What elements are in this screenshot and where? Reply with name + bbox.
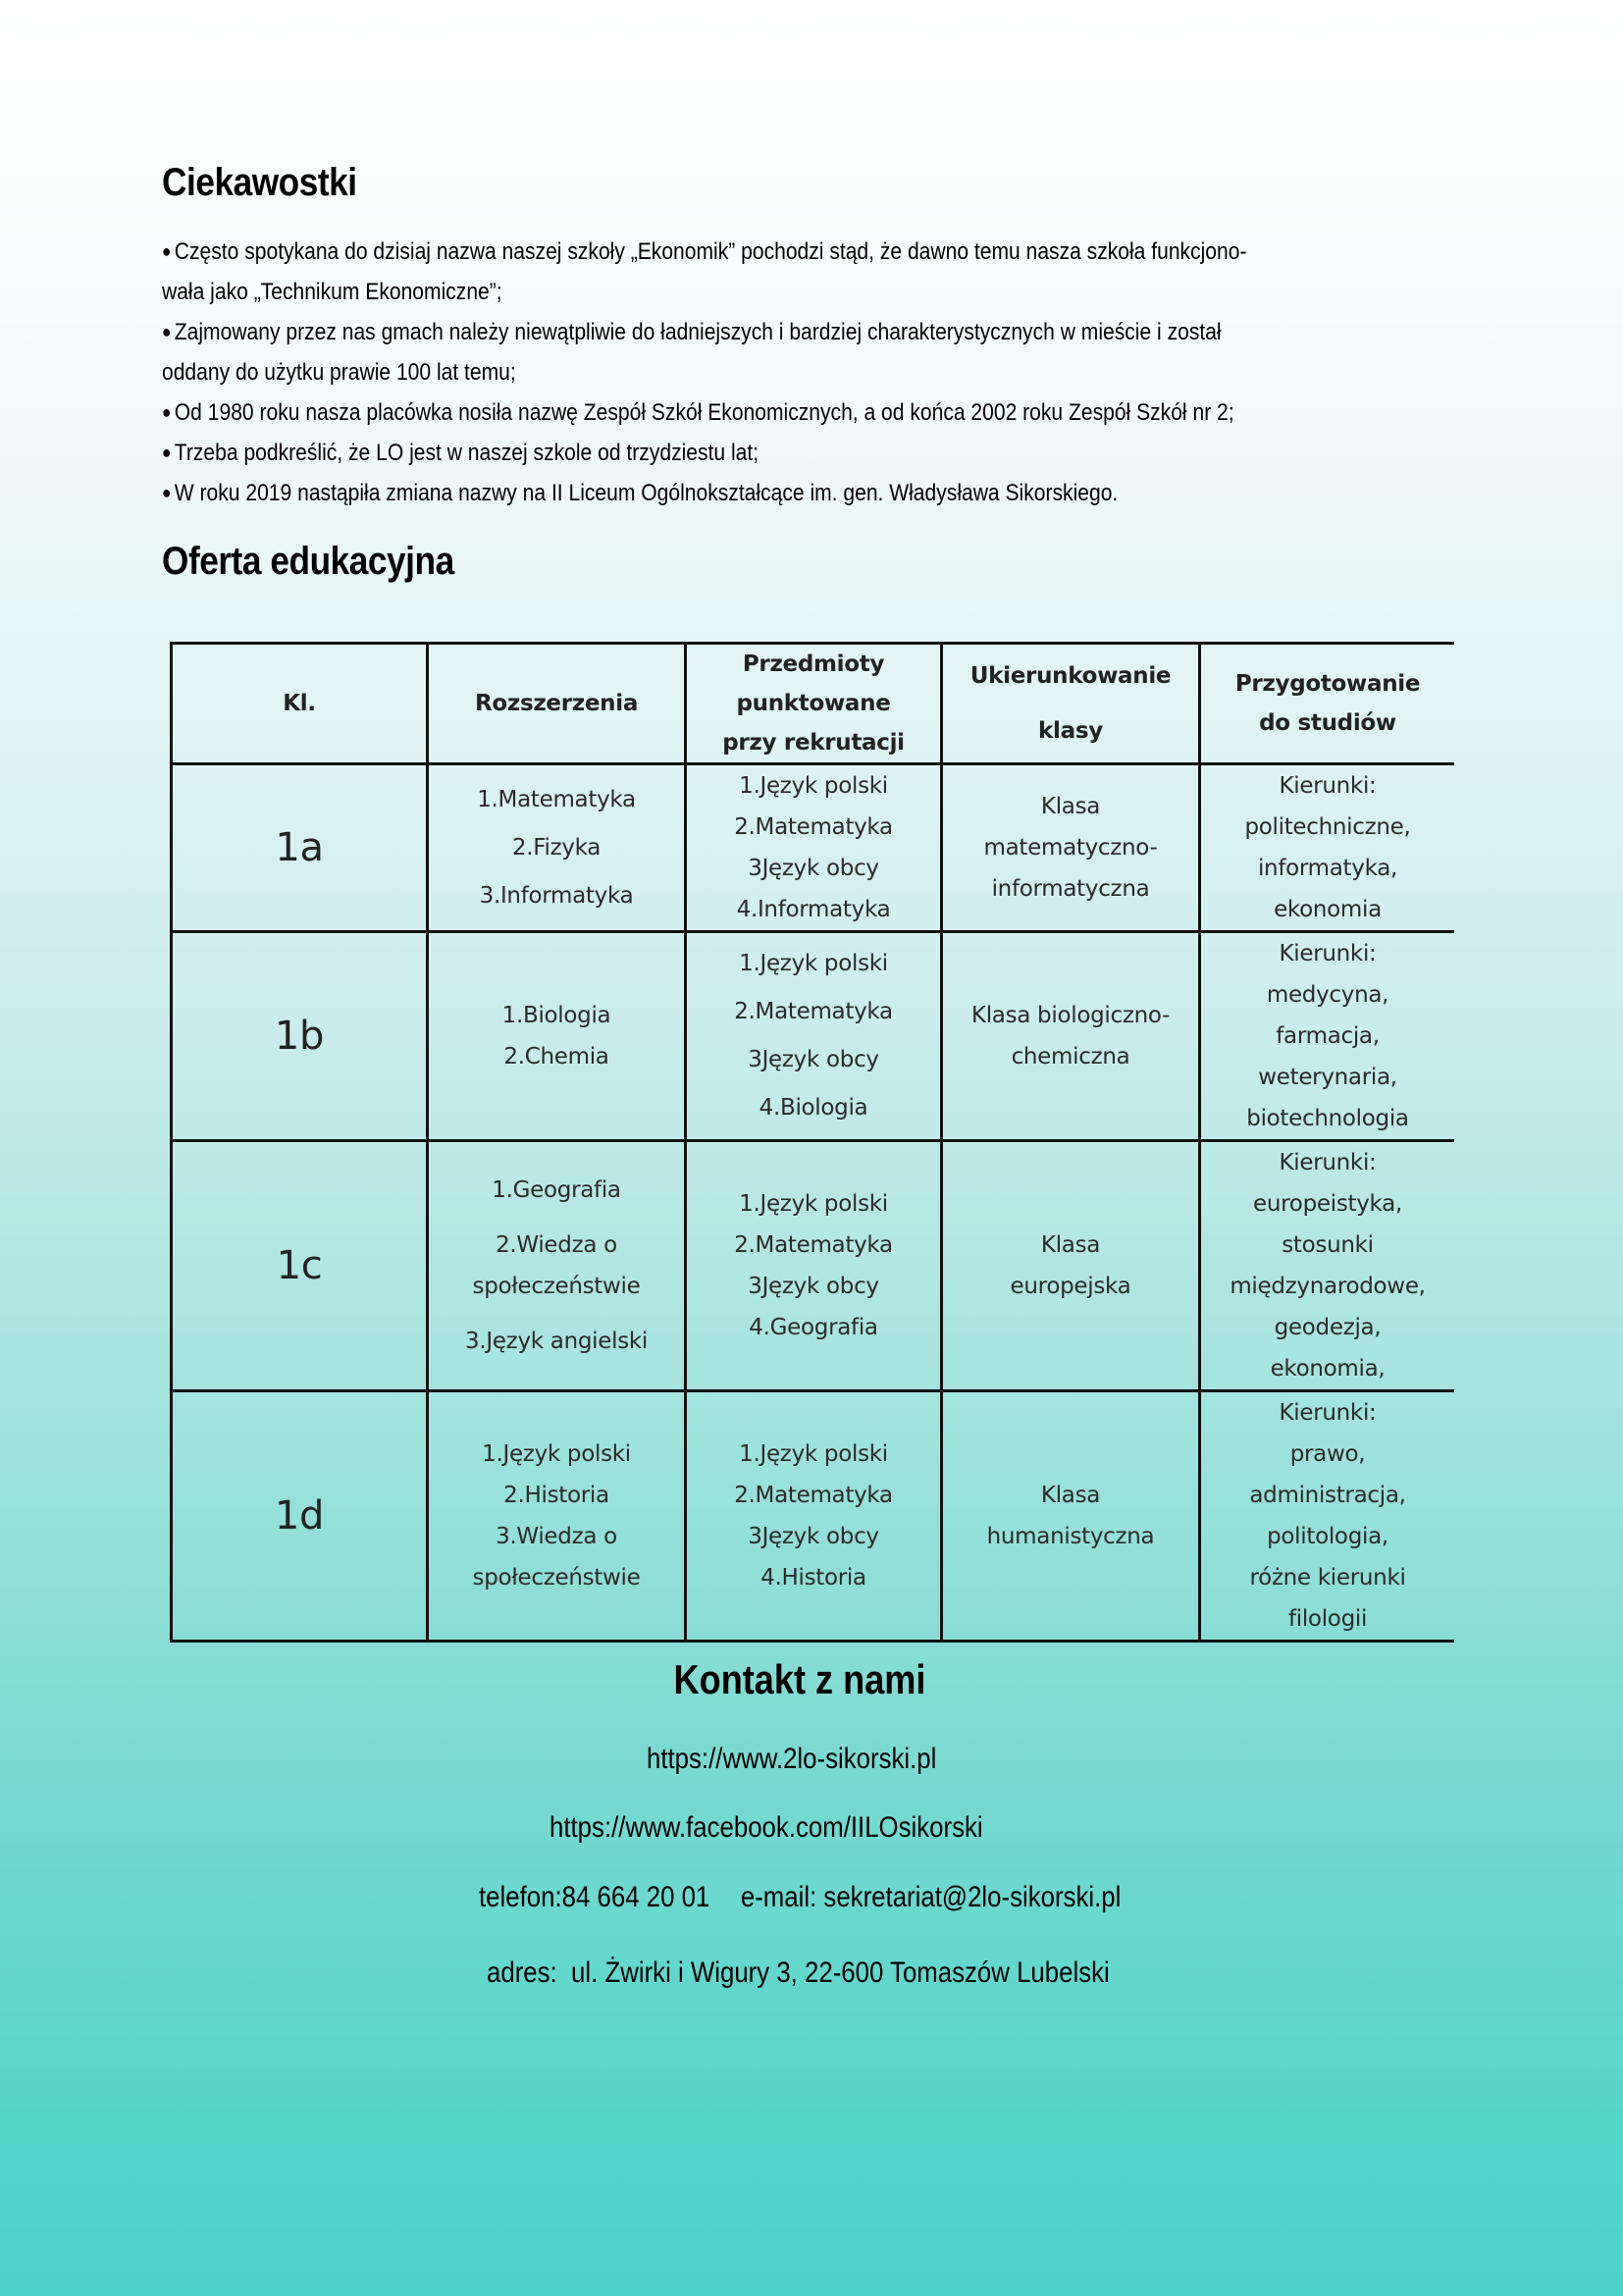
bullet-icon: ●	[162, 402, 172, 422]
extensions-cell: 1.Język polski 2.Historia 3.Wiedza o społeczeństwie	[428, 1391, 686, 1642]
header-rozszerzenia: Rozszerzenia	[428, 644, 686, 764]
class-cell: 1d	[172, 1391, 428, 1642]
bullet-icon: ●	[162, 443, 172, 462]
offer-table	[170, 642, 1454, 1643]
facebook-link[interactable]: https://www.facebook.com/IILOsikorski	[550, 1811, 983, 1844]
email-link[interactable]: sekretariat@2lo-sikorski.pl	[823, 1881, 1122, 1913]
header-kl: Kl.	[172, 644, 428, 764]
extensions-cell: 1.Biologia 2.Chemia	[428, 932, 686, 1141]
table-row	[172, 932, 1455, 1141]
study-prep-cell: Kierunki: medycyna, farmacja, weterynaria, biotechnologia	[1200, 932, 1455, 1141]
class-cell: 1b	[172, 932, 428, 1141]
offer-table-wrapper	[170, 642, 1454, 1643]
table-row	[172, 764, 1455, 932]
header-ukierunkowanie: Ukierunkowanie klasy	[942, 644, 1200, 764]
study-prep-cell: Kierunki: europeistyka, stosunki międzynarodowe, geodezja, ekonomia,	[1200, 1141, 1455, 1391]
bullet-icon: ●	[162, 241, 172, 261]
phone-number[interactable]: 84 664 20 01	[561, 1881, 710, 1913]
phone-label: telefon:	[479, 1881, 562, 1913]
address-line	[487, 1957, 1110, 1990]
trivia-line: oddany do użytku prawie 100 lat temu;	[162, 359, 516, 386]
scored-subjects-cell: 1.Język polski 2.Matematyka 3Język obcy 4.Historia	[686, 1391, 942, 1642]
offer-title: Oferta edukacyjna	[162, 540, 454, 583]
phone-email-line	[479, 1881, 1121, 1914]
address-label: adres:	[487, 1957, 557, 1989]
class-cell: 1a	[172, 764, 428, 932]
header-przygotowanie: Przygotowanie do studiów	[1200, 644, 1455, 764]
table-header-row	[172, 644, 1455, 764]
trivia-line: ● Od 1980 roku nasza placówka nosiła nazwę Zespół Szkół Ekonomicznych, a od końca 2002 roku Zespół Szkół nr 2;	[162, 399, 1234, 426]
header-przedmioty: Przedmioty punktowane przy rekrutacji	[686, 644, 942, 764]
study-prep-cell: Kierunki: politechniczne, informatyka, ekonomia	[1200, 764, 1455, 932]
class-cell: 1c	[172, 1141, 428, 1391]
website-link[interactable]: https://www.2lo-sikorski.pl	[647, 1743, 937, 1775]
email-label: e-mail:	[740, 1881, 817, 1913]
scored-subjects-cell: 1.Język polski 2.Matematyka 3Język obcy 4.Geografia	[686, 1141, 942, 1391]
address-value: ul. Żwirki i Wigury 3, 22-600 Tomaszów Lubelski	[571, 1957, 1110, 1989]
table-row	[172, 1141, 1455, 1391]
profile-cell: Klasa biologiczno- chemiczna	[942, 932, 1200, 1141]
table-row	[172, 1391, 1455, 1642]
trivia-line: ● W roku 2019 nastąpiła zmiana nazwy na II Liceum Ogólnokształcące im. gen. Władysława Sikorskiego.	[162, 480, 1119, 506]
contact-title: Kontakt z nami	[673, 1656, 926, 1702]
profile-cell: Klasa matematyczno- informatyczna	[942, 764, 1200, 932]
study-prep-cell: Kierunki: prawo, administracja, politologia, różne kierunki filologii	[1200, 1391, 1455, 1642]
scored-subjects-cell: 1.Język polski 2.Matematyka 3Język obcy 4.Biologia	[686, 932, 942, 1141]
trivia-title: Ciekawostki	[162, 161, 357, 204]
trivia-line: ● Trzeba podkreślić, że LO jest w naszej szkole od trzydziestu lat;	[162, 440, 759, 466]
profile-cell: Klasa humanistyczna	[942, 1391, 1200, 1642]
extensions-cell: 1.Matematyka 2.Fizyka 3.Informatyka	[428, 764, 686, 932]
bullet-icon: ●	[162, 322, 172, 341]
bullet-icon: ●	[162, 483, 172, 502]
trivia-line: ● Zajmowany przez nas gmach należy niewątpliwie do ładniejszych i bardziej charakterystycznych w mieście i został	[162, 319, 1222, 345]
trivia-line: wała jako „Technikum Ekonomiczne”;	[162, 279, 502, 305]
trivia-line: ● Często spotykana do dzisiaj nazwa naszej szkoły „Ekonomik” pochodzi stąd, że dawno temu nasza szkoła funkcjono-	[162, 238, 1247, 265]
trivia-list	[162, 232, 1247, 513]
extensions-cell: 1.Geografia 2.Wiedza o społeczeństwie 3.Język angielski	[428, 1141, 686, 1391]
scored-subjects-cell: 1.Język polski 2.Matematyka 3Język obcy 4.Informatyka	[686, 764, 942, 932]
profile-cell: Klasa europejska	[942, 1141, 1200, 1391]
